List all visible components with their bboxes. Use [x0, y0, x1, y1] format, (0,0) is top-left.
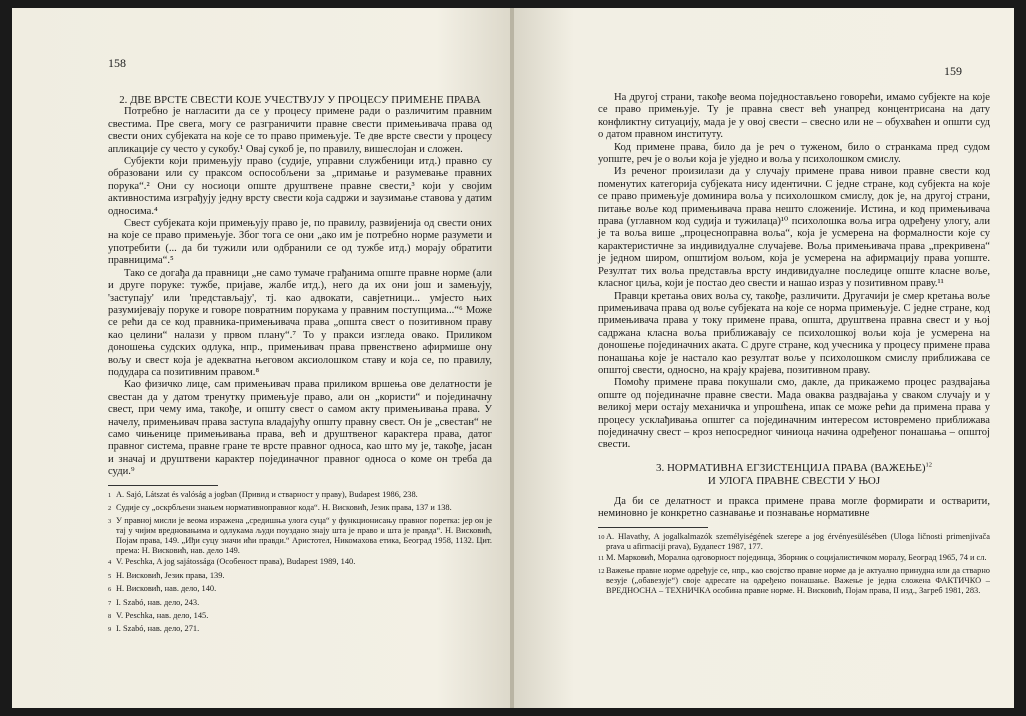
paragraph: Свест субјеката који примењују право је, по правилу, развијенија од свести оних на које се право примењује. Због тога се они „ако им је потребно норме разумети и употребити (... да би тужили или одбранили се од тужбе итд.) морају обратити правницима“.⁵ — [108, 218, 492, 267]
page-number: 158 — [108, 56, 126, 70]
footnote: 11 М. Марковић, Морална одговорност појединца, Зборник о социјалистичком моралу, Београд 1965, 74 и сл. — [598, 552, 987, 562]
footnote: 9 I. Szabó, нав. дело, 271. — [108, 624, 200, 634]
footnote: 8 V. Peschka, нав. дело, 145. — [108, 611, 209, 621]
section-heading: 3. НОРМАТИВНА ЕГЗИСТЕНЦИЈА ПРАВА (ВАЖЕЊЕ)$^{12}$ И УЛОГА ПРАВНЕ СВЕСТИ У ЊОЈ — [655, 461, 933, 487]
footnote: 7 I. Szabó, нав. дело, 243. — [108, 597, 200, 607]
footnote-divider — [108, 485, 218, 486]
paragraph: На другој страни, такође веома поједностављено говорећи, имамо субјекте на које се право примењује. Ту је правна свест већ унапред концентрисана на дату конфликтну ситуацију, мада је у овој свести – свесно или не – обухваћен и општи суд о датом правном институту. — [598, 92, 990, 141]
paragraph: Помоћу примене права покушали смо, дакле, да прикажемо процес раздвајања опште од појединачне правне свести. Мада оваква раздвајања у сваком случају и у великој мери остају механичка и упрошћена, ипак се може рећи да примена права у процесу усклађивања општег са појединачним интересом истовремено приближава појединачну свест – кроз непосредног чиниоца начина одређеног понашања – општој свести. — [598, 377, 990, 451]
paragraph: Тако се догађа да правници „не само тумаче грађанима опште правне норме (али и друге поруке: тужбе, пријаве, жалбе итд.), него да их они још и замењују, 'заступају' или 'представљају', тј. као адвокати, савјетници... умјесто њих разумијевају поруке и говоре повратним порукама у правним поступцима...“⁶ Може се рећи да се код правника-примењивача права „општа свест о позитивном праву као целини“ налази у првом плану“.⁷ То у пракси изгледа овако. Приликом доношења судских одлука, нпр., примењивач права првенствено афирмише ону вољу и свест која је адекватна његовом аксиолошком ставу и која се, по правилу, подудара са позитивним правом.⁸ — [108, 267, 492, 378]
left-page-text — [108, 94, 492, 638]
footnote: 5 Н. Висковић, Језик права, 139. — [108, 570, 225, 580]
left-page — [12, 8, 512, 708]
footnote: 12 Важење правне норме одређује се, нпр., као својство правне норме да је актуално принудна или да стварно везује („обавезује“) своје адресате на одређено понашање. Важење је једна сложена ФАКТИЧКО – ВРЕДНОСНА – ТЕХНИЧКА особина правне норме. Н. Висковић, Појам права, II изд., Загреб 1981, 283. — [598, 566, 990, 595]
paragraph: Као физичко лице, сам примењивач права приликом вршења ове делатности је свестан да у датом тренутку примењује право, али он „користи“ и појединачну свест, при чему има, такође, и општу свест о самом акту примењивања права. У начелу, примењивач права заступа владајућу општу правну свест. Он је „свестан“ не само чињенице примењивања права, већ и друштвеног карактера права, датог правног система, правне гране те врсте правног односа, као што му је, такође, јасан и значај и друштвени карактер појединачног правног односа о коме он треба да суди.⁹ — [108, 379, 492, 478]
paragraph: Правци кретања ових воља су, такође, различити. Другачији је смер кретања воље примењивача права од воље субјеката на које се норма примењује. С једне стране, код примењивача права у току примене права, општа, друштвена правна свест и у њој садржана класна воља приближавају се психолошкој вољи која је усмерена на доношење појединачних аката. С друге стране, код учесника у процесу примене права понашања које је настало као резултат воље у психолошком смислу приближава се општој свести, односно, на крају крајева, позитивном праву. — [598, 290, 990, 376]
footnote: 6 Н. Висковић, нав. дело, 140. — [108, 584, 217, 594]
page-number: 159 — [944, 64, 962, 78]
footnote: 2 Судије су „оскрбљени знањем нормативноправног кода“. Н. Висковић, Језик права, 137 и 138. — [108, 503, 452, 512]
section-heading: 2. ДВЕ ВРСТЕ СВЕСТИ КОЈЕ УЧЕСТВУЈУ У ПРОЦЕСУ ПРИМЕНЕ ПРАВА — [119, 94, 481, 106]
footnote: 3 У правној мисли је веома изражена „средишња улога суца“ у функционисању правног поретка: јер он је тај у чијим вредновањима и одлукама људи поуздано знају шта је право и шта је правда“. Н. Висковић, Појам права, 149. „Иђи суцу значи ићи правди.“ Аристотел, Никомахова етика, Београд 1958, 1132. Цит. према: Н. Висковић, нав. дело 149. — [108, 516, 492, 556]
paragraph: Да би се делатност и пракса примене права могле формирати и остварити, неминовно је конкретно сазнавање и познавање нормативне — [598, 495, 990, 520]
footnote-divider — [598, 527, 708, 528]
paragraph: Потребно је нагласити да се у процесу примене ради о различитим правним свестима. Пре свега, могу се разграничити правне свести примењивача права од свести оних субјеката на које се то право примењује. Те две врсте свести у процесу апликације су често у сукобу.¹ Овај сукоб је, по правилу, вишеслојан и сложен. — [108, 106, 492, 155]
footnote: 10 A. Hlavathy, A jogalkalmazók személyiségének szerepe a jog érvényesülésében (Uloga ličnosti primenjivača prava u afirmaciji prava), Будапест 1987, 177. — [598, 531, 990, 551]
paragraph: Из реченог произилази да у случају примене права нивои правне свести код поменутих категорија субјеката нису идентични. С једне стране, код субјекта на које се право примењује доминира воља у психолошком смислу, док је, на другој страни, питање воље код примењивача права нешто сложеније. Истина, и код примењивача права (углавном код судија и тужилаца)¹⁰ психолошка воља игра одређену улогу, али је та воља више „процесноправна воља“, која је усмерена на формалности које су карактеристичне за индивидуалне случајеве. Воља примењивача права „прекривена“ је једном широм, општијом вољом, која је усмерена на афирмацију права уопште. Резултат тих воља представља врсту индивидуалне последице опште класне воље, класног циља, који је постао део свести и нашао израз у позитивном праву.¹¹ — [598, 166, 990, 290]
footnote: 1 A. Sajó, Látszat és valóság a jogban (Привид и стварност у праву), Budapest 1986, 238. — [108, 489, 418, 499]
right-page — [514, 8, 1014, 708]
footnote: 4 V. Peschka, A jog sajátossága (Особеност права), Budapest 1989, 140. — [108, 557, 356, 567]
paragraph: Код примене права, било да је реч о туженом, било о странкама пред судом уопште, реч је о вољи која је уједно и воља у психолошком смислу. — [598, 141, 990, 166]
paragraph: Субјекти који примењују право (судије, управни службеници итд.) правно су образовани или су праксом оспособљени за „примање и разумевање правних порука“.² Они су носиоци опште друштвене правне свести,³ који у својим активностима изграђују једну врсту свести која садржи и заузимање ставова у датим односима.⁴ — [108, 156, 492, 217]
right-page-text — [598, 92, 990, 597]
